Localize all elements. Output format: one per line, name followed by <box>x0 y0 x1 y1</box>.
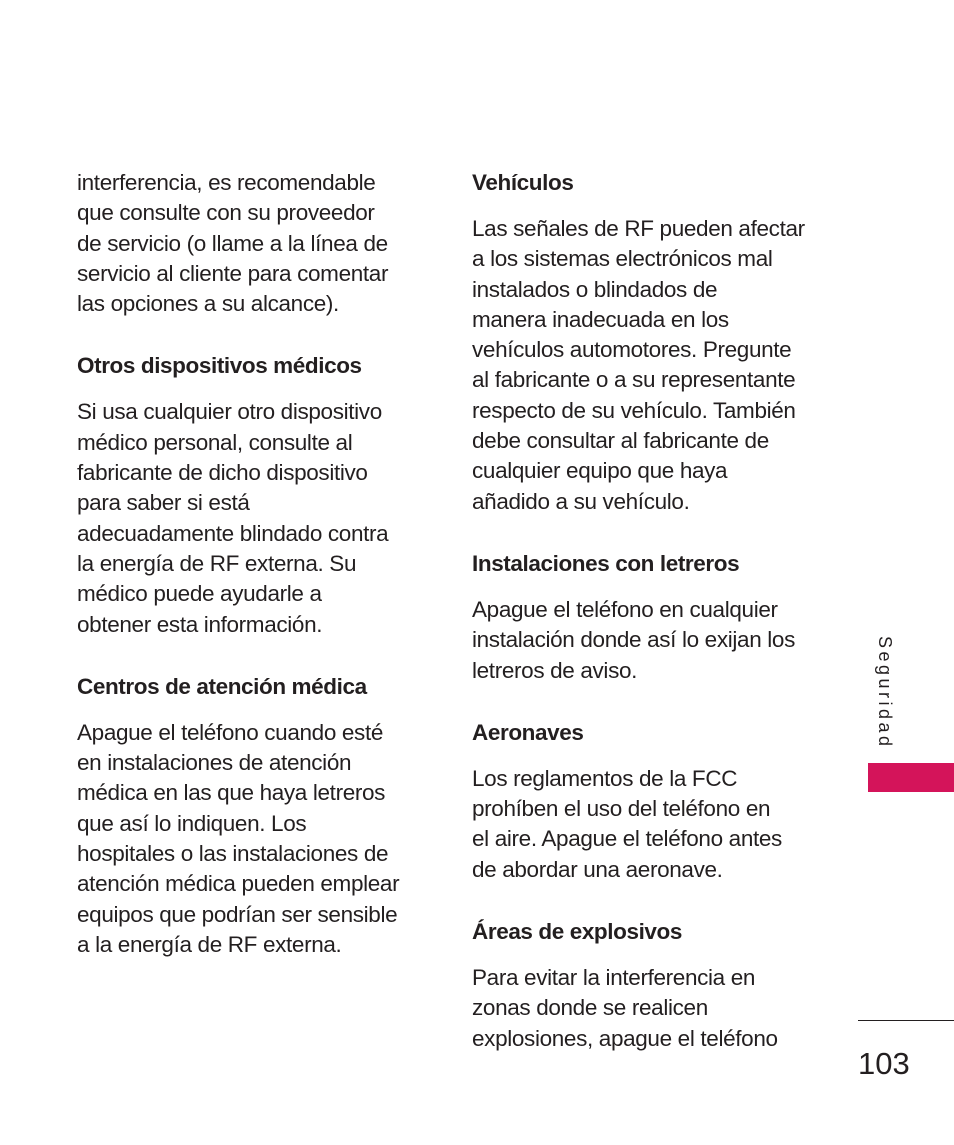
page-number: 103 <box>858 1046 910 1081</box>
section-body-instalaciones: Apague el teléfono en cualquier instalación donde así lo exijan los letreros de aviso. <box>472 596 795 683</box>
section-body-otros-dispositivos: Si usa cualquier otro dispositivo médico personal, consulte al fabricante de dicho dispositivo para saber si está adecuadamente blindado contra la energía de RF externa. Su médico puede ayudarle a obtener esta información. <box>77 399 389 637</box>
section-heading-explosivos: Áreas de explosivos <box>472 919 683 945</box>
left-column <box>77 168 437 960</box>
intro-paragraph: interferencia, es recomendable que consulte con su proveedor de servicio (o llame a la línea de servicio al cliente para comentar las opciones a su alcance). <box>77 170 389 317</box>
section-heading-vehiculos: Vehículos <box>472 170 574 195</box>
section-body-vehiculos: Las señales de RF pueden afectar a los sistemas electrónicos mal instalados o blindados de manera inadecuada en los vehículos automotores. Pregunte al fabricante o a su representante respecto de su vehículo. También debe consultar al fabricante de cualquier equipo que haya añadido a su vehículo. <box>472 216 805 514</box>
section-heading-centros-atencion: Centros de atención médica <box>77 673 367 699</box>
section-tab-label: Seguridad <box>875 636 895 750</box>
section-heading-otros-dispositivos: Otros dispositivos médicos <box>77 353 362 379</box>
right-column <box>472 168 832 1054</box>
footer-divider <box>858 1020 954 1021</box>
section-heading-aeronaves: Aeronaves <box>472 719 584 745</box>
section-body-aeronaves: Los reglamentos de la FCC prohíben el uso del teléfono en el aire. Apague el teléfono antes de abordar una aeronave. <box>472 765 782 882</box>
section-body-centros-atencion: Apague el teléfono cuando esté en instalaciones de atención médica en las que haya letreros que así lo indiquen. Los hospitales o las instalaciones de atención médica pueden emplear equipos que podrían ser sensible a la energía de RF externa. <box>77 719 400 957</box>
section-heading-instalaciones: Instalaciones con letreros <box>472 550 740 576</box>
section-body-explosivos: Para evitar la interferencia en zonas donde se realicen explosiones, apague el teléfono <box>472 965 778 1051</box>
section-tab-marker <box>868 763 954 792</box>
